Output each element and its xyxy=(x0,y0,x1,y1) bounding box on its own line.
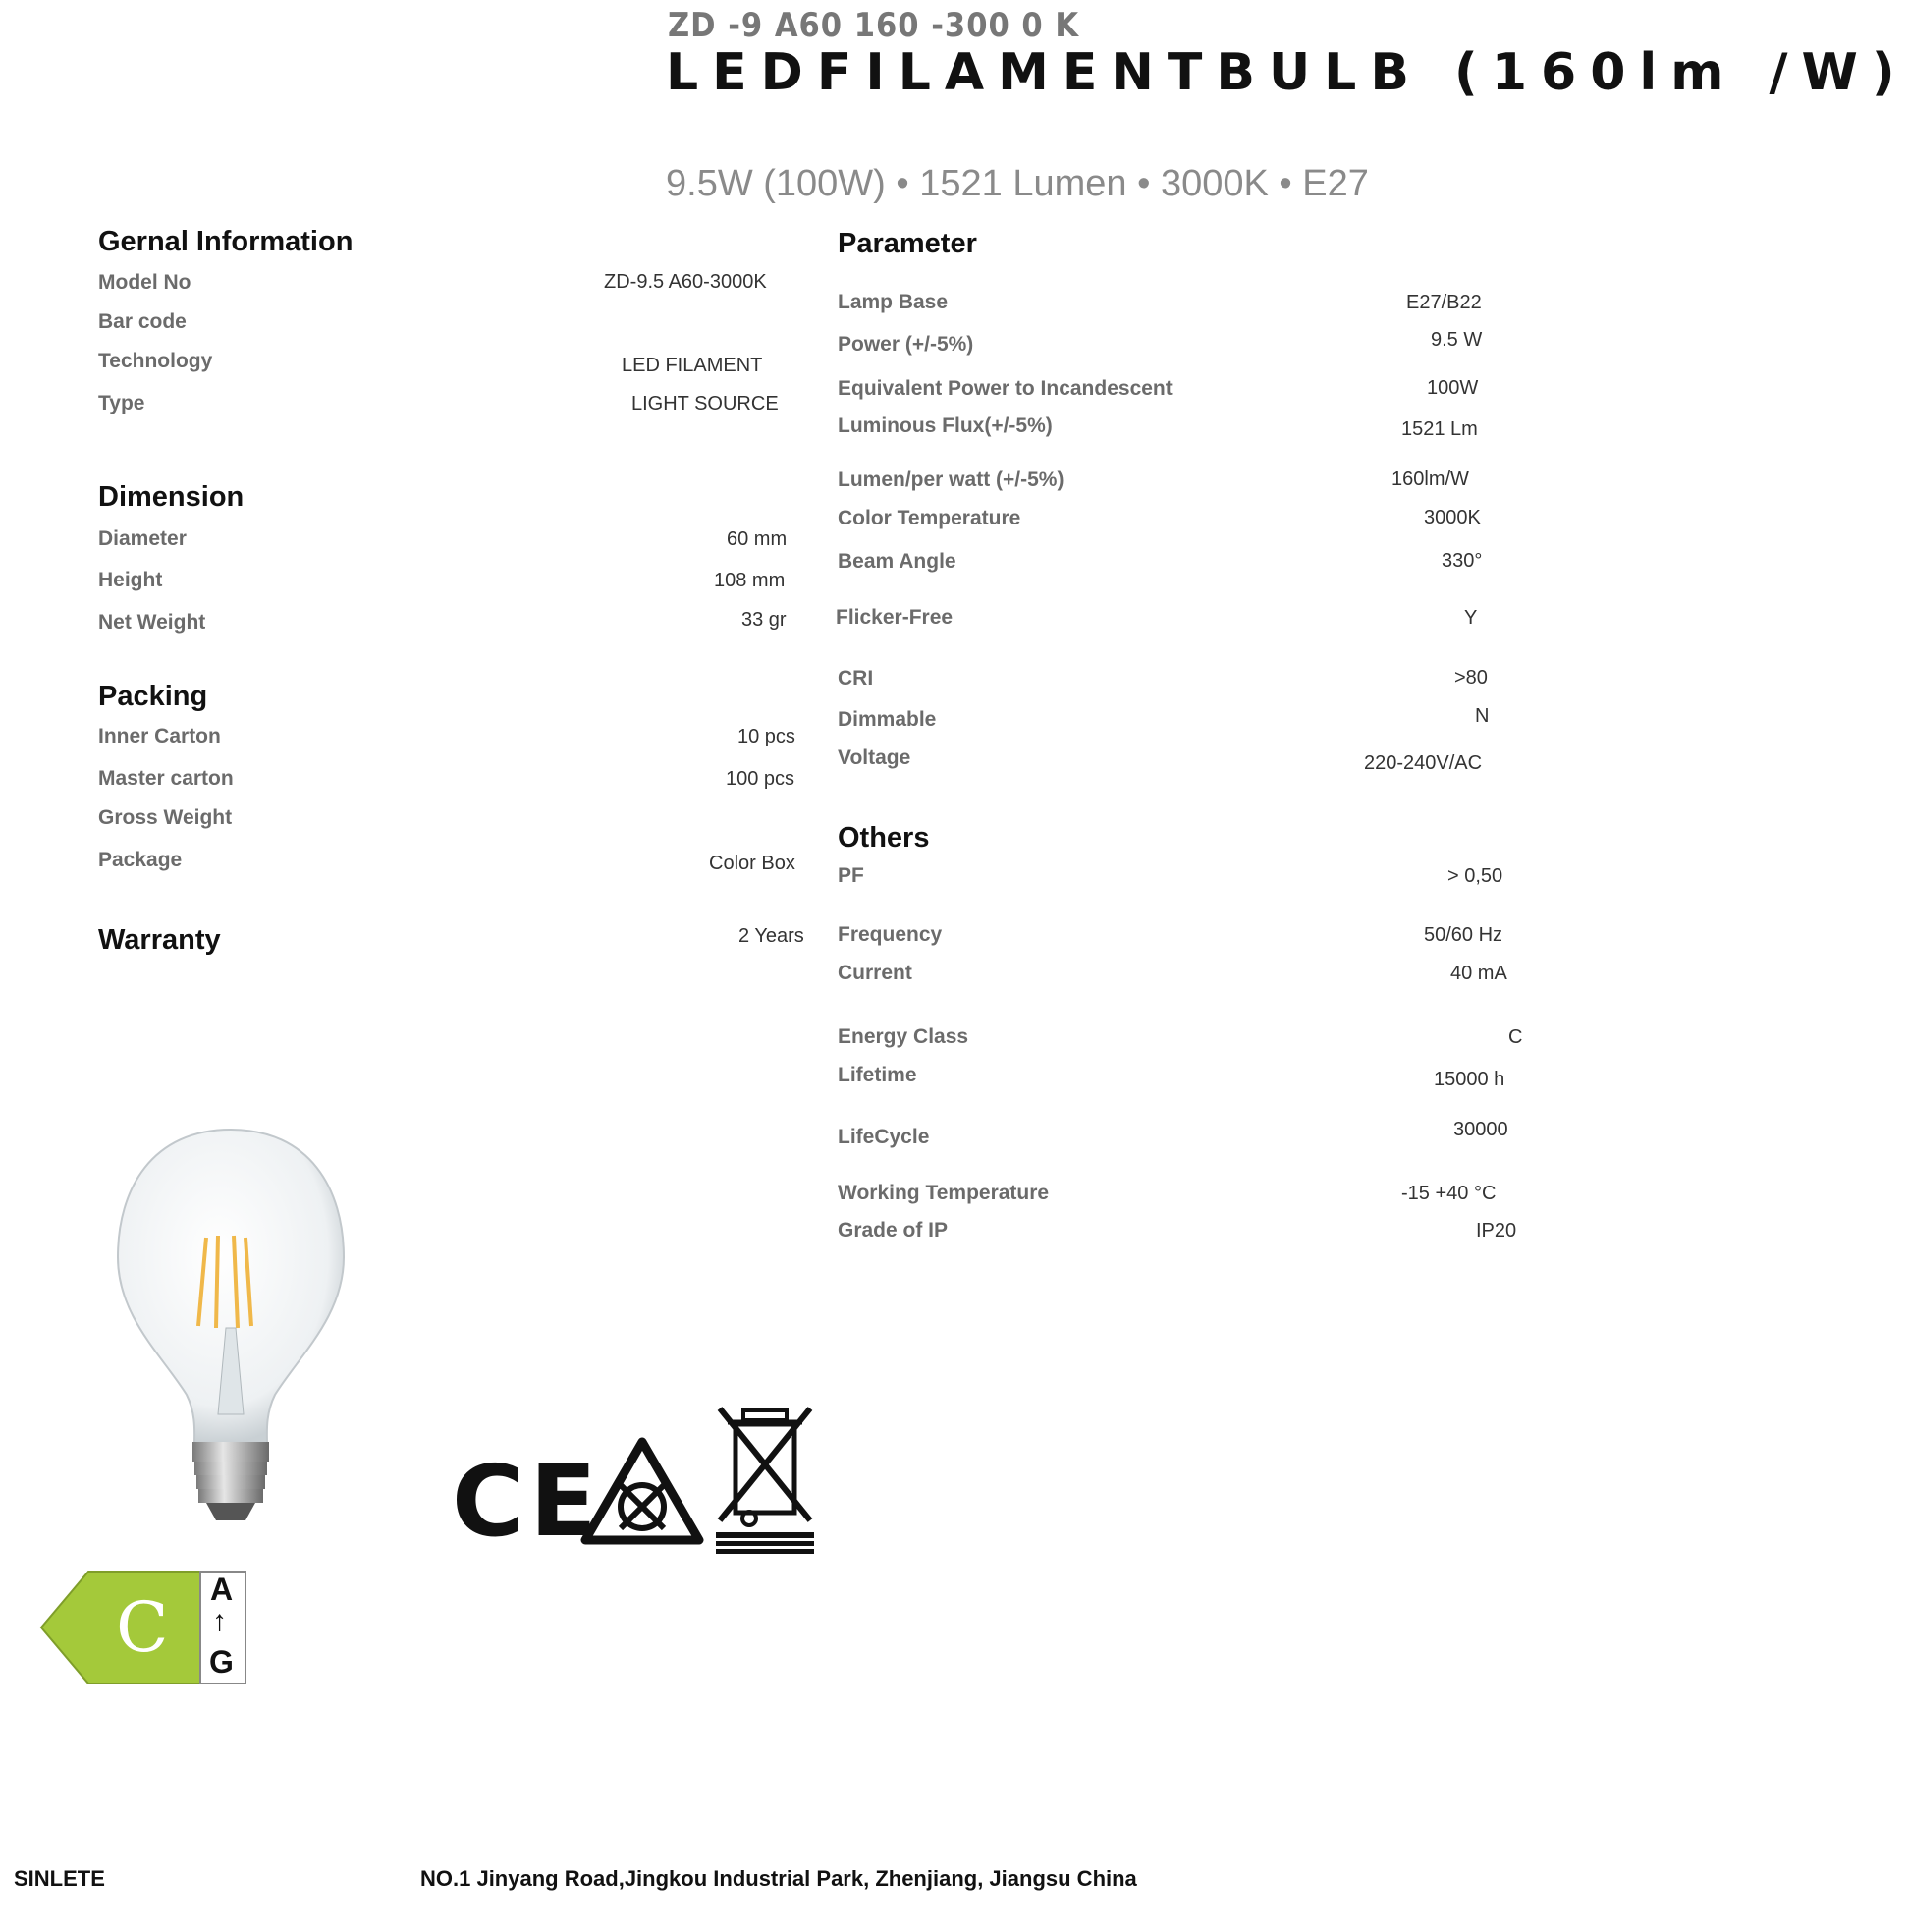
spec-label: Lifetime xyxy=(838,1064,917,1086)
spec-value: 160lm/W xyxy=(1391,469,1469,490)
spec-value: 3000K xyxy=(1424,507,1481,528)
spec-value: 33 gr xyxy=(741,609,787,631)
warranty-heading: Warranty xyxy=(98,924,221,956)
product-title: LEDFILAMENTBULB (160lm /W) xyxy=(666,43,1909,102)
brand-name: SINLETE xyxy=(14,1866,105,1891)
spec-label: Beam Angle xyxy=(838,550,956,573)
warranty-value: 2 Years xyxy=(738,925,804,947)
spec-value: -15 +40 °C xyxy=(1401,1183,1497,1204)
spec-value: 15000 h xyxy=(1434,1069,1505,1090)
spec-value: 1521 Lm xyxy=(1401,418,1478,440)
spec-label: Energy Class xyxy=(838,1025,969,1048)
weee-bin-icon xyxy=(714,1403,816,1563)
spec-label: Height xyxy=(98,569,163,591)
spec-label: Current xyxy=(838,962,912,984)
spec-value: 220-240V/AC xyxy=(1364,752,1483,774)
dimension-heading: Dimension xyxy=(98,481,245,513)
spec-label: Flicker-Free xyxy=(836,606,954,629)
model-line: ZD -9 A60 160 -300 0 K xyxy=(668,6,1080,45)
spec-value: >80 xyxy=(1454,667,1488,689)
spec-value: E27/B22 xyxy=(1406,292,1482,313)
energy-scale-top: A xyxy=(210,1572,234,1607)
spec-value: > 0,50 xyxy=(1447,865,1503,887)
spec-label: Voltage xyxy=(838,746,911,769)
spec-value: IP20 xyxy=(1476,1220,1517,1242)
spec-value: 40 mA xyxy=(1450,963,1507,984)
spec-label: Model No xyxy=(98,271,191,294)
product-subtitle: 9.5W (100W) • 1521 Lumen • 3000K • E27 xyxy=(666,163,1369,204)
spec-label: Bar code xyxy=(98,310,187,333)
spec-label: LifeCycle xyxy=(838,1126,930,1148)
spec-value: 100 pcs xyxy=(726,768,795,790)
spec-label: Luminous Flux(+/-5%) xyxy=(838,414,1053,437)
spec-label: Lamp Base xyxy=(838,291,949,313)
arrow-up-icon: ↑ xyxy=(212,1605,227,1637)
spec-label: Package xyxy=(98,849,183,871)
spec-value: 108 mm xyxy=(714,570,786,591)
spec-label: Type xyxy=(98,392,145,414)
spec-label: Grade of IP xyxy=(838,1219,949,1242)
spec-label: CRI xyxy=(838,667,874,690)
spec-label: Net Weight xyxy=(98,611,206,634)
spec-label: Color Temperature xyxy=(838,507,1021,529)
spec-value: 9.5 W xyxy=(1431,329,1483,351)
spec-label: Diameter xyxy=(98,527,187,550)
spec-label: Technology xyxy=(98,350,213,372)
others-heading: Others xyxy=(838,822,930,854)
spec-value: 100W xyxy=(1427,377,1479,399)
spec-label: Lumen/per watt (+/-5%) xyxy=(838,469,1064,491)
bulb-image xyxy=(108,1120,354,1532)
spec-value: LIGHT SOURCE xyxy=(631,393,779,414)
energy-class-label xyxy=(41,1570,247,1685)
ce-mark-text: CE xyxy=(452,1444,603,1559)
spec-value: ZD-9.5 A60-3000K xyxy=(604,271,767,293)
spec-label: Working Temperature xyxy=(838,1182,1050,1204)
spec-value: 60 mm xyxy=(727,528,788,550)
spec-label: Master carton xyxy=(98,767,234,790)
spec-value: 50/60 Hz xyxy=(1424,924,1503,946)
parameter-heading: Parameter xyxy=(838,228,977,259)
spec-label: Dimmable xyxy=(838,708,937,731)
general-info-heading: Gernal Information xyxy=(98,226,354,257)
spec-value: LED FILAMENT xyxy=(622,355,763,376)
spec-value: 330° xyxy=(1442,550,1483,572)
spec-label: PF xyxy=(838,864,864,887)
spec-value: 30000 xyxy=(1453,1119,1508,1140)
spec-label: Gross Weight xyxy=(98,806,233,829)
company-address: NO.1 Jinyang Road,Jingkou Industrial Park, Zhenjiang, Jiangsu China xyxy=(420,1866,1137,1891)
spec-label: Inner Carton xyxy=(98,725,221,747)
packing-heading: Packing xyxy=(98,681,208,712)
spec-label: Frequency xyxy=(838,923,943,946)
no-covering-warning-icon xyxy=(579,1436,705,1551)
spec-value: 10 pcs xyxy=(737,726,795,747)
energy-class-letter: C xyxy=(116,1587,169,1668)
spec-value: Y xyxy=(1464,607,1478,629)
spec-label: Power (+/-5%) xyxy=(838,333,974,356)
spec-label: Equivalent Power to Incandescent xyxy=(838,377,1173,400)
spec-value: N xyxy=(1475,705,1490,727)
spec-value: C xyxy=(1508,1026,1523,1048)
energy-scale-bottom: G xyxy=(209,1644,234,1680)
spec-value: Color Box xyxy=(709,853,795,874)
